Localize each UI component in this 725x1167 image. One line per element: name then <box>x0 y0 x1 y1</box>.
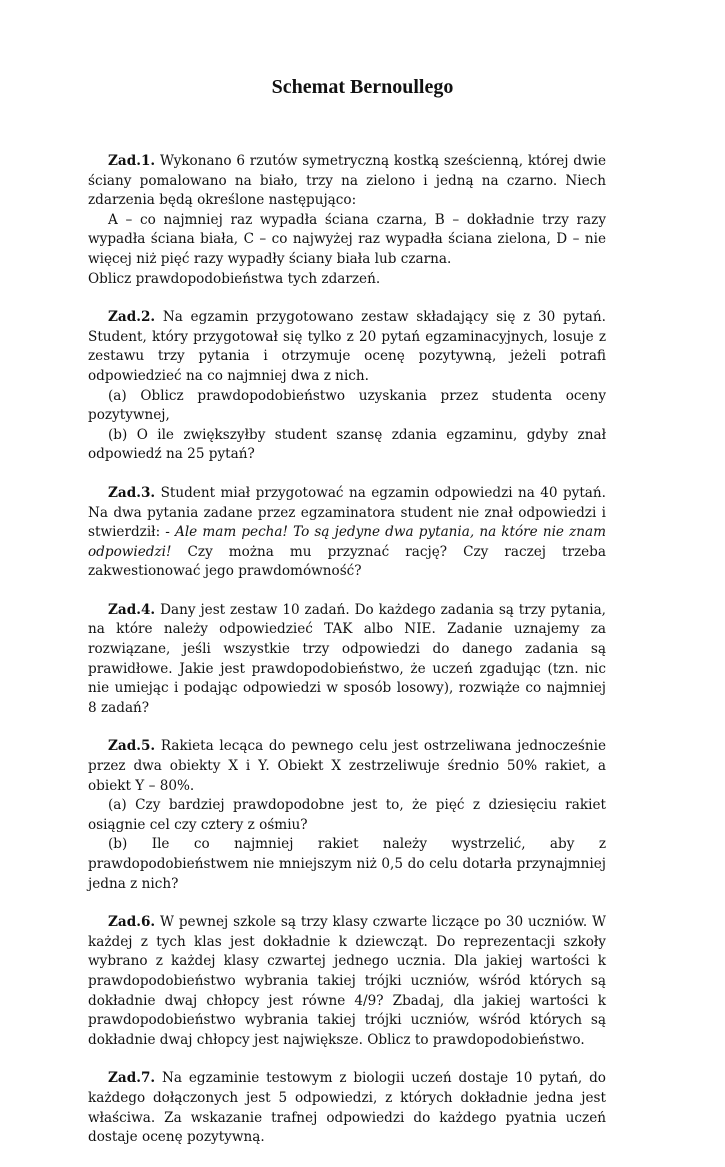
problem-quote: Ale mam pecha! To są jedyne dwa pytania, na które nie znam odpowiedzi! <box>88 524 607 560</box>
problem-tail: Czy można mu przyznać rację? Czy raczej trzeba zakwestionować jego prawdomówność? <box>88 543 606 580</box>
problem-label: Zad.7. <box>108 1070 156 1087</box>
problem-text: Student miał przygotować na egzamin odpowiedzi na 40 pytań. Na dwa pytania zadane przez egzaminatora student nie znał odpowiedzi i stwierdził: - <box>88 484 606 541</box>
problem-5 <box>88 737 606 894</box>
problem-task: Oblicz prawdopodobieństwa tych zdarzeń. <box>88 270 381 287</box>
problem-label: Zad.4. <box>108 601 156 618</box>
problem-label: Zad.5. <box>108 738 156 755</box>
problem-text: Na egzamin przygotowano zestaw składający się z 30 pytań. Student, który przygotował się tylko z 20 pytań egzaminacyjnych, losuje z zestawu trzy pytania i otrzymuje ocenę pozytywną, jeżeli potrafi odpowiedzieć na co najmniej dwa z nich. <box>88 309 606 384</box>
problem-part-b: (b) O ile zwiększyłby student szansę zdania egzaminu, gdyby znał odpowiedź na 25 pytań? <box>88 426 606 463</box>
problem-4 <box>88 601 606 719</box>
problem-3 <box>88 484 606 582</box>
problem-events: A – co najmniej raz wypadła ściana czarna, B – dokładnie trzy razy wypadła ściana biała, C – co najwyżej raz wypadła ściana zielona, D – nie więcej niż pięć razy wypadły ściany biała lub czarna. <box>88 211 606 267</box>
problem-label: Zad.3. <box>108 484 156 501</box>
problem-label: Zad.6. <box>108 914 156 931</box>
problem-tail: ? Zbadaj, dla jakiej wartości k prawdopodobieństwo wybrania takiej trójki uczniów, wśród których są dokładnie dwaj chłopcy jest największe. Oblicz to prawdopodobieństwo. <box>88 992 606 1048</box>
problem-2 <box>88 308 606 465</box>
problem-label: Zad.1. <box>108 153 156 169</box>
problem-part-b: (b) Ile co najmniej rakiet należy wystrzelić, aby z prawdopodobieństwem nie mniejszym niż 0,5 do celu dotarła przynajmniej jedna z nich? <box>88 836 606 892</box>
problem-label: Zad.2. <box>108 309 156 326</box>
problem-6 <box>88 913 606 1050</box>
problem-text: Na egzaminie testowym z biologii uczeń dostaje 10 pytań, do każdego dołączonych jest 5 odpowiedzi, z których dokładnie jedna jest właściwa. Za wskazanie trafnej odpowiedzi do każdego pyatnia uczeń dostaje ocenę pozytywną. <box>88 1070 606 1146</box>
problem-text: W pewnej szkole są trzy klasy czwarte liczące po 30 uczniów. W każdej z tych klas jest dokładnie k dziewcząt. Do reprezentacji szkoły wybrano z każdej klasy czwartej jednego ucznia. Dla jakiej wartości k prawdopodobieństwo wybrania takiej trójki uczniów, wśród których są dokładnie dwaj chłopcy jest równe <box>88 914 606 1009</box>
page-title: Schemat Bernoullego <box>271 76 454 98</box>
fraction: 4/9 <box>354 992 377 1009</box>
problem-part-a: (a) Czy bardziej prawdopodobne jest to, że pięć z dziesięciu rakiet osiągnie cel czy cztery z ośmiu? <box>88 797 606 833</box>
problem-part-a: (a) Oblicz prawdopodobieństwo uzyskania przez studenta oceny pozytywnej, <box>88 387 606 424</box>
problem-text: Dany jest zestaw 10 zadań. Do każdego zadania są trzy pytania, na które należy odpowiedzieć TAK albo NIE. Zadanie uznajemy za rozwiązane, jeśli wszystkie trzy odpowiedzi do danego zadania są prawidłowe. Jakie jest prawdopodobieństwo, że uczeń zgadując (tzn. nic nie umiejąc i podając odpowiedzi w sposób losowy), rozwiąże co najmniej 8 zadań? <box>88 601 606 716</box>
problem-list <box>88 152 606 1167</box>
problem-1 <box>88 152 606 289</box>
problem-text: Rakieta lecąca do pewnego celu jest ostrzeliwana jednocześnie przez dwa obiekty X i Y. Obiekt X zestrzeliwuje średnio 50% rakiet, a obiekt Y – 80%. <box>88 738 606 794</box>
problem-text: Wykonano 6 rzutów symetryczną kostką sześcienną, której dwie ściany pomalowano na biało, trzy na zielono i jedną na czarno. Niech zdarzenia będą określone następująco: <box>88 153 606 209</box>
problem-7 <box>88 1069 606 1147</box>
